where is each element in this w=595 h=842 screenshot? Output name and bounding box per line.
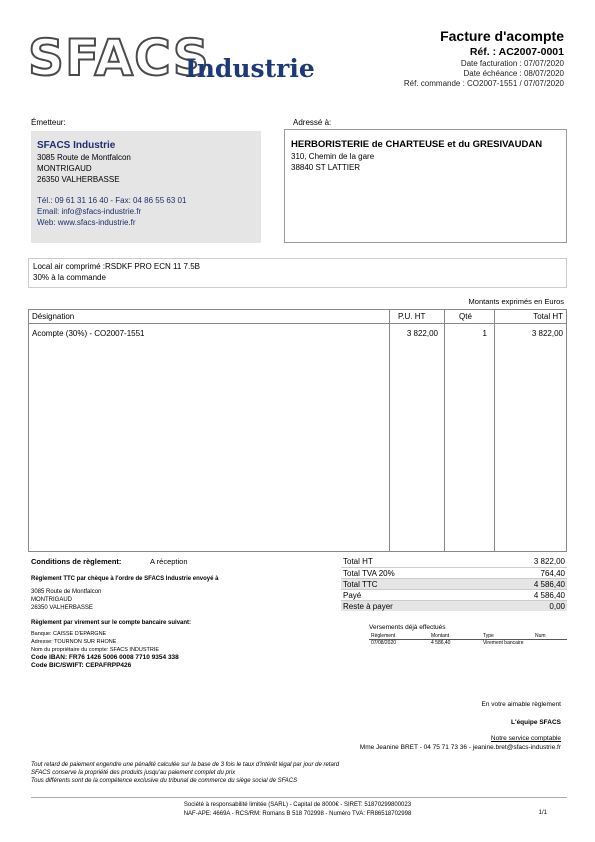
conditions-label: Conditions de règlement: bbox=[31, 557, 122, 566]
row-total: 3 822,00 bbox=[531, 329, 563, 338]
conditions-value: A réception bbox=[150, 557, 188, 566]
invoice-lines-table bbox=[28, 309, 567, 552]
row-designation: Acompte (30%) - CO2007-1551 bbox=[32, 329, 145, 338]
invoice-header bbox=[404, 28, 564, 89]
legal-notices bbox=[31, 761, 339, 785]
emitter-address3: 26350 VALHERBASSE bbox=[37, 175, 120, 184]
header-pu: P.U. HT bbox=[398, 312, 426, 321]
legal-line1: Tout retard de paiement engendre une pénalité calculée sur la base de 3 fois le taux d'intérêt légal par jour de retard bbox=[31, 762, 340, 768]
payments-made-block bbox=[369, 624, 567, 647]
total-tva-row: Total TVA 20% 764,40 bbox=[343, 569, 565, 578]
header-designation: Désignation bbox=[32, 312, 75, 321]
row-pu: 3 822,00 bbox=[406, 329, 438, 338]
payments-header-row: Règlement Montant Type Num bbox=[369, 633, 567, 640]
bank-name: Banque: CAISSE D'EPARGNE bbox=[31, 631, 107, 637]
column-divider bbox=[389, 310, 390, 551]
accounting-contact: Mme Jeanine BRET - 04 75 71 73 36 - jeanine.bret@sfacs-industrie.fr bbox=[359, 744, 561, 751]
footer-line1: Société à responsabilité limitée (SARL) - Capital de 8000€ - SIRET: 51870299800023 bbox=[183, 802, 412, 808]
accounting-service: Notre service comptable bbox=[490, 735, 561, 742]
recipient-label: Adressé à: bbox=[293, 118, 332, 127]
footer-line2: NAF-APE: 4669A - RCS/RM: Romans B 518 702998 - Numéro TVA: FR86518702998 bbox=[183, 810, 412, 817]
totals-block bbox=[341, 556, 567, 611]
invoice-ref: Réf. : AC2007-0001 bbox=[469, 46, 564, 58]
paid-row: Payé 4 586,40 bbox=[343, 591, 565, 600]
row-qty: 1 bbox=[482, 329, 487, 338]
cheque-address bbox=[31, 588, 101, 612]
emitter-phone: Tél.: 09 61 31 16 40 - Fax: 04 86 55 63 01 bbox=[37, 196, 187, 205]
bank-details bbox=[31, 630, 179, 670]
transfer-title: Règlement par virement sur le compte bancaire suivant: bbox=[31, 620, 192, 626]
cheque-address3: 26350 VALHERBASSE bbox=[31, 605, 93, 611]
note-line2: 30% à la commande bbox=[33, 273, 106, 282]
recipient-box bbox=[284, 129, 567, 243]
page-number: 1/1 bbox=[538, 810, 547, 816]
recipient-address2: 38840 ST LATTIER bbox=[291, 163, 361, 172]
cheque-address1: 3085 Route de Montfalcon bbox=[31, 589, 102, 595]
header-total: Total HT bbox=[533, 312, 563, 321]
remaining-row: Reste à payer 0,00 bbox=[343, 602, 565, 611]
cheque-title: Règlement TTC par chèque à l'ordre de SFACS Industrie envoyé à bbox=[31, 576, 219, 582]
column-divider bbox=[444, 310, 445, 551]
emitter-name: SFACS Industrie bbox=[37, 140, 116, 151]
invoice-title: Facture d'acompte bbox=[440, 28, 564, 44]
invoice-due-date: Date échéance : 08/07/2020 bbox=[463, 69, 564, 78]
logo-sfacs-text: SFACS bbox=[28, 29, 210, 87]
logo-industrie-text: Industrie bbox=[185, 54, 315, 83]
footer-divider bbox=[31, 797, 567, 798]
recipient-address1: 310, Chemin de la gare bbox=[291, 152, 375, 161]
emitter-label: Émetteur: bbox=[31, 118, 66, 127]
cheque-address2: MONTRIGAUD bbox=[31, 597, 72, 603]
legal-line3: Tous différents sont de la compétence exclusive du tribunal de commerce du siège social de SFACS bbox=[31, 778, 298, 784]
emitter-address2: MONTRIGAUD bbox=[37, 164, 92, 173]
order-ref: Réf. commande : CO2007-1551 / 07/07/2020 bbox=[403, 79, 564, 88]
table-header-row bbox=[29, 310, 566, 324]
column-divider bbox=[494, 310, 495, 551]
invoice-note bbox=[28, 258, 567, 288]
total-ttc-row: Total TTC 4 586,40 bbox=[343, 580, 565, 589]
account-holder: Nom du propriétaire du compte: SFACS INDUSTRIE bbox=[31, 647, 160, 653]
legal-line2: SFACS conserve la propriété des produits jusqu'au paiement complet du prix bbox=[31, 770, 236, 776]
payment-row: 07/08/2020 4 586,40 Virement bancaire bbox=[371, 640, 524, 646]
total-ht-row: Total HT 3 822,00 bbox=[343, 557, 565, 566]
bank-address: Adresse: TOURNON SUR RHONE bbox=[31, 639, 117, 645]
team-signature: L'équipe SFACS bbox=[511, 719, 561, 726]
payments-made-title: Versements déjà effectués bbox=[369, 624, 446, 631]
iban-code: Code IBAN: FR76 1426 5006 0008 7710 9354 338 bbox=[31, 654, 179, 661]
amounts-currency-note: Montants exprimés en Euros bbox=[468, 297, 564, 306]
recipient-name: HERBORISTERIE de CHARTEUSE et du GRESIVAUDAN bbox=[291, 139, 543, 150]
bic-code: Code BIC/SWIFT: CEPAFRPP426 bbox=[31, 662, 132, 669]
emitter-address1: 3085 Route de Montfalcon bbox=[37, 153, 131, 162]
emitter-web: Web: www.sfacs-industrie.fr bbox=[37, 218, 136, 227]
header-qty: Qté bbox=[459, 312, 472, 321]
emitter-email: Email: info@sfacs-industrie.fr bbox=[37, 207, 142, 216]
note-line1: Local air comprimé :RSDKF PRO ECN 11 7.5B bbox=[33, 262, 201, 271]
invoice-date: Date facturation : 07/07/2020 bbox=[460, 59, 564, 68]
company-footer bbox=[0, 801, 595, 818]
company-logo bbox=[28, 30, 318, 90]
emitter-box bbox=[31, 131, 261, 243]
greeting: En votre aimable règlement bbox=[481, 701, 561, 708]
